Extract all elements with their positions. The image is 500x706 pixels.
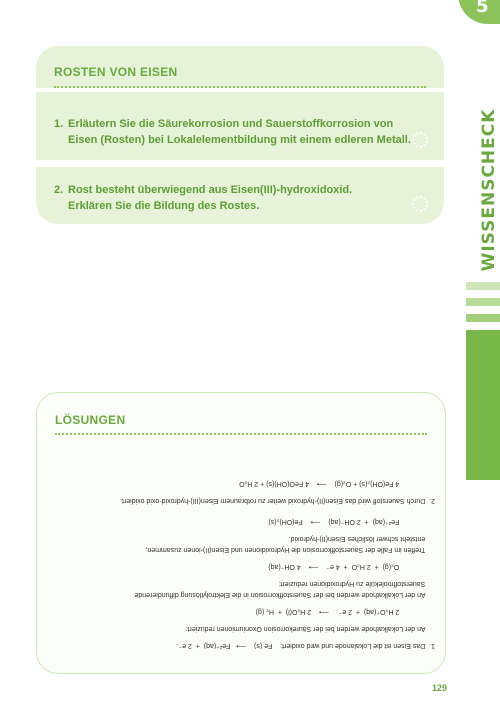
chapter-tab — [458, 0, 500, 24]
dotted-divider — [55, 433, 427, 435]
title-bar — [36, 46, 444, 88]
task-1-number: 1. — [54, 118, 64, 130]
solutions-title: LÖSUNGEN — [55, 413, 126, 427]
page-number: 129 — [432, 683, 448, 693]
upside-down-solutions — [55, 451, 435, 651]
solution-line: 2. Durch Sauerstoff wird das Eisen(II)-hydroxid weiter zu rotbraunem Eisen(III)-hydroxid-oxid oxidiert. — [120, 497, 435, 504]
task-2-line-1: Rost besteht überwiegend aus Eisen(III)-hydroxidoxid. — [68, 184, 353, 196]
task-2-line-2: Erklären Sie die Bildung des Rostes. — [68, 200, 260, 212]
solution-equation: Fe²⁺(aq) + 2 OH⁻(aq) ⟶ Fe(OH)₂(s) — [268, 518, 409, 525]
gear-icon — [412, 196, 428, 212]
dotted-divider — [54, 86, 426, 88]
solution-line: An der Lokalkathode werden bei der Sauerstoffkorrosion in die Elektrolytlösung diffundierende — [134, 591, 435, 598]
side-label: WISSENSCHECK — [479, 108, 499, 272]
task-1-line-2: Eisen (Rosten) bei Lokalelementbildung mit einem edleren Metall. — [68, 134, 411, 146]
solution-line: entsteht schwer lösliches Eisen(II)-hydroxid. — [288, 535, 435, 542]
solution-equation: 4 Fe(OH)₂(s) + O₂(g) ⟶ 4 FeO(OH)(s) + 2 H₂O — [239, 480, 409, 487]
task-2 — [36, 170, 444, 224]
task-1-line-1: Erläutern Sie die Säurekorrosion und Sauerstoffkorrosion von — [68, 118, 394, 130]
solution-line: 1. Das Eisen ist die Lokalanode und wird oxidiert: Fe (s) ⟶ Fe²⁺(aq) + 2 e⁻. — [176, 642, 435, 649]
task-2-number: 2. — [54, 184, 64, 196]
solution-equation: 2 H₃O⁺(aq) + 2 e⁻ ⟶ 2 H₂O(l) + H₂ (g) — [255, 608, 409, 615]
rust-task-panel — [36, 46, 444, 224]
solution-line: An der Lokalkathode werden bei der Säurekorrosion Oxoniumionen reduziert: — [185, 625, 435, 632]
solutions-panel — [36, 392, 446, 674]
side-stripes — [466, 282, 500, 480]
solution-line: Treffen im Falle der Sauerstoffkorrosion die Hydroxidionen und Eisen(II)-ionen zusammen, — [145, 546, 435, 553]
gear-icon — [412, 132, 428, 148]
section-title: ROSTEN VON EISEN — [54, 65, 178, 79]
solution-equation: O₂(g) + 2 H₂O + 4 e⁻ ⟶ 4 OH⁻(aq) — [268, 563, 409, 570]
chapter-number: 5 — [476, 0, 489, 17]
solution-line: Sauerstoffmoleküle zu Hydroxidionen reduziert: — [278, 580, 435, 587]
